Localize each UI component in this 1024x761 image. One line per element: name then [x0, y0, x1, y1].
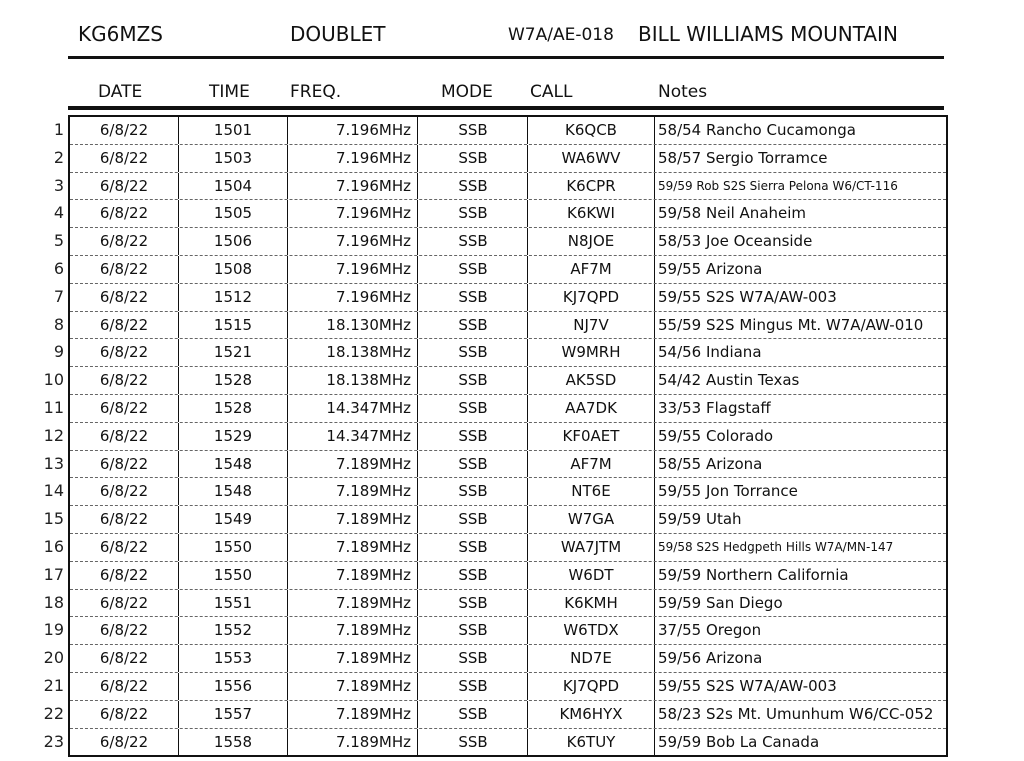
mode-cell: SSB	[419, 200, 528, 227]
time-cell: 1503	[179, 145, 288, 172]
notes-cell: 59/55 S2S W7A/AW-003	[658, 287, 837, 306]
callsign-cell: W6TDX	[528, 617, 655, 644]
column-headers	[68, 80, 944, 110]
callsign-cell: KJ7QPD	[528, 284, 655, 311]
date-cell: 6/8/22	[70, 367, 179, 394]
callsign-cell: WA7JTM	[528, 534, 655, 561]
time-cell: 1512	[179, 284, 288, 311]
table-row	[53, 339, 946, 367]
notes-cell: 59/59 San Diego	[658, 593, 783, 612]
row-number: 11	[43, 397, 64, 417]
callsign-cell: K6CPR	[528, 173, 655, 200]
row-number: 2	[53, 147, 64, 167]
notes-cell: 59/59 Northern California	[658, 565, 849, 584]
mode-cell: SSB	[419, 312, 528, 339]
time-cell: 1505	[179, 200, 288, 227]
time-cell: 1550	[179, 562, 288, 589]
mode-cell: SSB	[419, 506, 528, 533]
row-number: 17	[43, 564, 64, 584]
date-cell: 6/8/22	[70, 312, 179, 339]
time-cell: 1521	[179, 339, 288, 366]
notes-cell: 58/57 Sergio Torramce	[658, 148, 828, 167]
row-number: 6	[53, 258, 64, 278]
mode-cell: SSB	[419, 729, 528, 756]
callsign-cell: KF0AET	[528, 423, 655, 450]
mode-cell: SSB	[419, 423, 528, 450]
time-cell: 1552	[179, 617, 288, 644]
table-row	[43, 562, 946, 590]
notes-cell: 58/23 S2s Mt. Umunhum W6/CC-052	[658, 704, 934, 723]
callsign-cell: ND7E	[528, 645, 655, 672]
frequency-cell: 7.196MHz	[288, 145, 418, 172]
time-cell: 1553	[179, 645, 288, 672]
time-cell: 1548	[179, 451, 288, 478]
column-header-date: DATE	[98, 82, 143, 102]
row-number: 21	[43, 675, 64, 695]
table-row	[53, 284, 946, 312]
callsign-cell: W6DT	[528, 562, 655, 589]
notes-cell: 59/59 Utah	[658, 510, 742, 529]
row-number: 9	[53, 342, 64, 362]
frequency-cell: 7.196MHz	[288, 256, 418, 283]
table-row	[43, 645, 946, 673]
callsign-cell: K6KMH	[528, 590, 655, 617]
date-cell: 6/8/22	[70, 395, 179, 422]
column-header-freq: FREQ.	[290, 82, 342, 102]
column-header-call: CALL	[530, 82, 573, 102]
table-row	[43, 451, 946, 479]
date-cell: 6/8/22	[70, 534, 179, 561]
time-cell: 1508	[179, 256, 288, 283]
date-cell: 6/8/22	[70, 506, 179, 533]
mode-cell: SSB	[419, 645, 528, 672]
summit-reference: W7A/AE-018	[508, 25, 614, 45]
mode-cell: SSB	[419, 117, 528, 144]
notes-cell: 59/55 Jon Torrance	[658, 482, 798, 501]
row-number: 16	[43, 536, 64, 556]
table-row	[53, 200, 946, 228]
time-cell: 1501	[179, 117, 288, 144]
column-header-time: TIME	[209, 82, 250, 102]
date-cell: 6/8/22	[70, 339, 179, 366]
notes-cell: 58/53 Joe Oceanside	[658, 232, 813, 251]
table-row	[53, 117, 946, 145]
table-row	[53, 173, 946, 201]
date-cell: 6/8/22	[70, 590, 179, 617]
time-cell: 1558	[179, 729, 288, 756]
row-number: 14	[43, 481, 64, 501]
mode-cell: SSB	[419, 256, 528, 283]
row-number: 12	[43, 425, 64, 445]
date-cell: 6/8/22	[70, 423, 179, 450]
date-cell: 6/8/22	[70, 729, 179, 756]
mode-cell: SSB	[419, 395, 528, 422]
notes-cell: 59/56 Arizona	[658, 649, 763, 668]
frequency-cell: 7.189MHz	[288, 729, 418, 756]
frequency-cell: 7.189MHz	[288, 673, 418, 700]
mode-cell: SSB	[419, 284, 528, 311]
time-cell: 1528	[179, 367, 288, 394]
table-row	[43, 729, 946, 756]
callsign-cell: WA6WV	[528, 145, 655, 172]
notes-cell: 59/55 Arizona	[658, 259, 763, 278]
table-row	[43, 534, 946, 562]
frequency-cell: 7.189MHz	[288, 506, 418, 533]
callsign-cell: K6TUY	[528, 729, 655, 756]
row-number: 4	[53, 203, 64, 223]
mode-cell: SSB	[419, 590, 528, 617]
notes-cell: 37/55 Oregon	[658, 621, 762, 640]
row-number: 1	[53, 120, 64, 139]
time-cell: 1557	[179, 701, 288, 728]
date-cell: 6/8/22	[70, 451, 179, 478]
date-cell: 6/8/22	[70, 117, 179, 144]
time-cell: 1515	[179, 312, 288, 339]
mode-cell: SSB	[419, 617, 528, 644]
time-cell: 1504	[179, 173, 288, 200]
date-cell: 6/8/22	[70, 645, 179, 672]
notes-cell: 59/58 S2S Hedgpeth Hills W7A/MN-147	[658, 539, 894, 554]
log-header	[68, 0, 944, 59]
table-row	[53, 228, 946, 256]
frequency-cell: 7.196MHz	[288, 284, 418, 311]
row-number: 3	[53, 175, 64, 195]
time-cell: 1556	[179, 673, 288, 700]
date-cell: 6/8/22	[70, 200, 179, 227]
table-row	[43, 395, 946, 423]
notes-cell: 55/59 S2S Mingus Mt. W7A/AW-010	[658, 315, 924, 334]
frequency-cell: 7.189MHz	[288, 590, 418, 617]
time-cell: 1528	[179, 395, 288, 422]
callsign-cell: W9MRH	[528, 339, 655, 366]
callsign-cell: W7GA	[528, 506, 655, 533]
callsign-cell: K6KWI	[528, 200, 655, 227]
row-number: 20	[43, 648, 64, 668]
mode-cell: SSB	[419, 701, 528, 728]
notes-cell: 59/55 S2S W7A/AW-003	[658, 676, 837, 695]
mode-cell: SSB	[419, 451, 528, 478]
notes-cell: 58/55 Arizona	[658, 454, 763, 473]
time-cell: 1548	[179, 478, 288, 505]
frequency-cell: 7.196MHz	[288, 117, 418, 144]
operator-callsign: KG6MZS	[78, 22, 163, 46]
row-number: 18	[43, 592, 64, 612]
table-row	[53, 145, 946, 173]
row-number: 23	[43, 731, 64, 751]
notes-cell: 54/42 Austin Texas	[658, 371, 800, 390]
row-number: 8	[53, 314, 64, 334]
frequency-cell: 14.347MHz	[288, 395, 418, 422]
mode-cell: SSB	[419, 145, 528, 172]
mode-cell: SSB	[419, 367, 528, 394]
notes-cell: 33/53 Flagstaff	[658, 398, 771, 417]
date-cell: 6/8/22	[70, 284, 179, 311]
frequency-cell: 18.130MHz	[288, 312, 418, 339]
table-row	[53, 256, 946, 284]
notes-cell: 59/59 Bob La Canada	[658, 732, 820, 751]
mode-cell: SSB	[419, 534, 528, 561]
row-number: 5	[53, 231, 64, 251]
time-cell: 1549	[179, 506, 288, 533]
row-number: 13	[43, 453, 64, 473]
mode-cell: SSB	[419, 562, 528, 589]
summit-name: BILL WILLIAMS MOUNTAIN	[638, 22, 898, 46]
frequency-cell: 14.347MHz	[288, 423, 418, 450]
callsign-cell: NJ7V	[528, 312, 655, 339]
notes-cell: 54/56 Indiana	[658, 343, 762, 362]
callsign-cell: NT6E	[528, 478, 655, 505]
callsign-cell: K6QCB	[528, 117, 655, 144]
date-cell: 6/8/22	[70, 228, 179, 255]
frequency-cell: 7.189MHz	[288, 701, 418, 728]
mode-cell: SSB	[419, 478, 528, 505]
date-cell: 6/8/22	[70, 145, 179, 172]
row-number: 19	[43, 620, 64, 640]
callsign-cell: AF7M	[528, 256, 655, 283]
callsign-cell: AK5SD	[528, 367, 655, 394]
callsign-cell: KM6HYX	[528, 701, 655, 728]
mode-cell: SSB	[419, 228, 528, 255]
callsign-cell: AA7DK	[528, 395, 655, 422]
table-row	[43, 673, 946, 701]
column-header-notes: Notes	[658, 82, 708, 102]
table-row	[43, 506, 946, 534]
frequency-cell: 7.189MHz	[288, 562, 418, 589]
notes-cell: 59/55 Colorado	[658, 426, 774, 445]
frequency-cell: 7.196MHz	[288, 200, 418, 227]
date-cell: 6/8/22	[70, 478, 179, 505]
row-number: 15	[43, 509, 64, 529]
table-row	[43, 367, 946, 395]
date-cell: 6/8/22	[70, 256, 179, 283]
table-row	[43, 617, 946, 645]
callsign-cell: KJ7QPD	[528, 673, 655, 700]
frequency-cell: 7.196MHz	[288, 173, 418, 200]
date-cell: 6/8/22	[70, 562, 179, 589]
table-row	[43, 701, 946, 729]
notes-cell: 59/59 Rob S2S Sierra Pelona W6/CT-116	[658, 178, 898, 193]
frequency-cell: 18.138MHz	[288, 339, 418, 366]
antenna-type: DOUBLET	[290, 22, 386, 46]
notes-cell: 59/58 Neil Anaheim	[658, 204, 807, 223]
frequency-cell: 7.189MHz	[288, 645, 418, 672]
time-cell: 1551	[179, 590, 288, 617]
frequency-cell: 7.189MHz	[288, 451, 418, 478]
time-cell: 1529	[179, 423, 288, 450]
callsign-cell: AF7M	[528, 451, 655, 478]
mode-cell: SSB	[419, 673, 528, 700]
date-cell: 6/8/22	[70, 617, 179, 644]
frequency-cell: 7.189MHz	[288, 617, 418, 644]
time-cell: 1550	[179, 534, 288, 561]
notes-cell: 58/54 Rancho Cucamonga	[658, 121, 856, 139]
frequency-cell: 7.196MHz	[288, 228, 418, 255]
column-header-mode: MODE	[441, 82, 493, 102]
frequency-cell: 7.189MHz	[288, 478, 418, 505]
date-cell: 6/8/22	[70, 673, 179, 700]
table-row	[53, 312, 946, 340]
callsign-cell: N8JOE	[528, 228, 655, 255]
row-number: 22	[43, 703, 64, 723]
frequency-cell: 18.138MHz	[288, 367, 418, 394]
date-cell: 6/8/22	[70, 173, 179, 200]
table-row	[43, 423, 946, 451]
mode-cell: SSB	[419, 339, 528, 366]
time-cell: 1506	[179, 228, 288, 255]
date-cell: 6/8/22	[70, 701, 179, 728]
table-row	[43, 478, 946, 506]
qso-log-table	[43, 115, 948, 757]
row-number: 10	[43, 370, 64, 390]
table-row	[43, 590, 946, 618]
row-number: 7	[53, 286, 64, 306]
mode-cell: SSB	[419, 173, 528, 200]
frequency-cell: 7.189MHz	[288, 534, 418, 561]
